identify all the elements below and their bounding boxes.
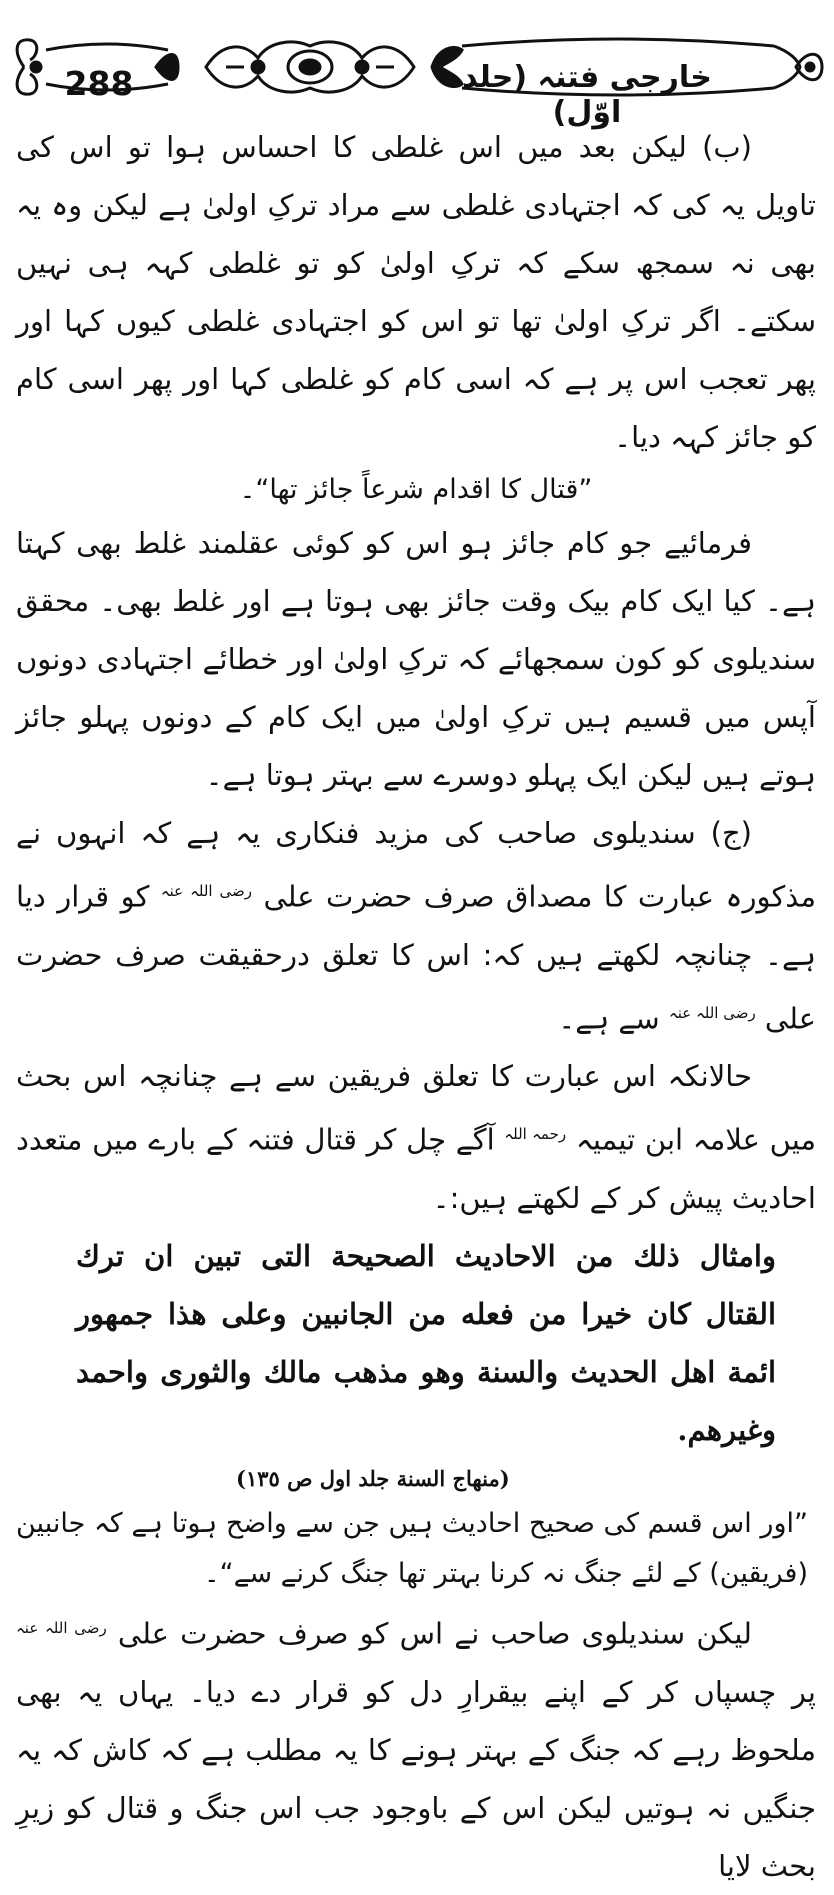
paragraph-final-part1: لیکن سندیلوی صاحب نے اس کو صرف حضرت علی — [117, 1616, 752, 1651]
honorific-ali: رضی اللہ عنہ — [160, 882, 253, 900]
book-title: خارجی فتنہ (جلد اوّل) — [462, 60, 712, 130]
paragraph-final-part2: پر چسپاں کر کے اپنے بیقرارِ دل کو قرار دے دیا۔ یہاں یہ بھی ملحوظ رہے کہ جنگ کے بہتر ہونے کا یہ مطلب ہے کہ کاش کہ یہ جنگیں نہ ہوتیں لیکن اس کے باوجود جب اس جنگ و قتال کو زیرِ بحث لایا — [16, 1674, 816, 1883]
page-header — [0, 22, 834, 130]
page-body — [16, 118, 816, 1895]
paragraph-final — [16, 1599, 816, 1895]
honorific-ibn-taymiyyah: رحمہ اللہ — [504, 1125, 567, 1144]
arabic-quotation — [76, 1227, 776, 1499]
paragraph-j-part3: سے ہے۔ — [558, 1001, 660, 1036]
paragraph-question: فرمائیے جو کام جائز ہو اس کو کوئی عقلمند غلط بھی کہتا ہے۔ کیا ایک کام بیک وقت جائز بھی ہوتا ہے اور غلط بھی۔ محقق سندیلوی کو کون سمجھائے کہ ترکِ اولیٰ اور خطائے اجتہادی دونوں آپس میں قسیم ہیں ترکِ اولیٰ میں ایک کام کے دونوں پہلو جائز ہوتے ہیں لیکن ایک پہلو دوسرے سے بہتر ہوتا ہے۔ — [16, 526, 816, 792]
paragraph-it-part2: آگے چل کر قتال فتنہ کے بارے میں متعدد احادیث پیش کر کے لکھتے ہیں:۔ — [16, 1122, 816, 1215]
center-ornament-icon — [196, 28, 424, 106]
honorific-ali-2: رضی اللہ عنہ — [668, 1003, 756, 1022]
quoted-line: ”قتال کا اقدام شرعاً جائز تھا“۔ — [239, 474, 593, 505]
paragraph-j-part1: (ج) سندیلوی صاحب کی مزید فنکاری یہ ہے کہ انہوں نے مذکورہ عبارت کا مصداق صرف حضرت علی — [16, 816, 817, 914]
urdu-translation: ”اور اس قسم کی صحیح احادیث ہیں جن سے واضح ہوتا ہے کہ جانبین (فریقین) کے لئے جنگ نہ کرنا بہتر تھا جنگ کرنے سے“۔ — [16, 1507, 808, 1589]
paragraph-j — [16, 804, 816, 1047]
honorific-ali-3: رضی اللہ عنہ — [16, 1618, 107, 1637]
paragraph-j-part2: کو قرار دیا ہے۔ چنانچہ لکھتے ہیں کہ: اس کا تعلق درحقیقت صرف حضرت علی — [16, 879, 816, 1036]
paragraph-b: (ب) لیکن بعد میں اس غلطی کا احساس ہوا تو اس کی تاویل یہ کی کہ اجتہادی غلطی سے مراد ترکِ اولیٰ ہے لیکن وہ یہ بھی نہ سمجھ سکے کہ ترکِ اولیٰ کو تو غلطی کہہ ہی نہیں سکتے۔ اگر ترکِ اولیٰ تھا تو اس کو اجتہادی غلطی کیوں کہا اور پھر تعجب اس پر ہے کہ اسی کام کو غلطی کہا اور پھر اسی کام کو جائز کہہ دیا۔ — [16, 130, 816, 454]
paragraph-it-part1: حالانکہ اس عبارت کا تعلق فریقین سے ہے چنانچہ اس بحث میں علامہ ابن تیمیہ — [16, 1059, 817, 1157]
paragraph-ibn-taymiyyah — [16, 1047, 816, 1227]
arabic-quote-text: وامثال ذلك من الاحاديث الصحيحة التى تبين ان ترك القتال كان خيرا من فعله من الجانبين وعلى هذا جمهور ائمة اهل الحديث والسنة وهو مذهب مالك والثورى واحمد وغيرهم. — [76, 1238, 776, 1447]
page-number: 288 — [64, 64, 134, 103]
arabic-reference: (منهاج السنة جلد اول ص ١٣٥) — [236, 1465, 510, 1491]
